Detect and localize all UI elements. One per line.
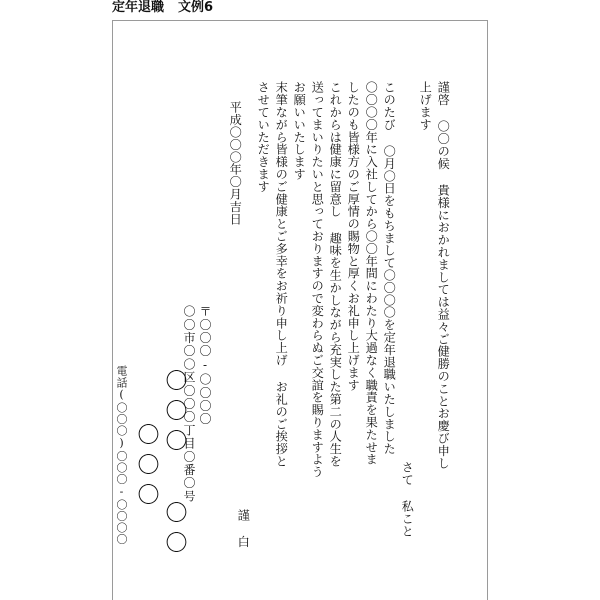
letter-line-11: させていただきます [256,81,271,193]
sender-address: 〇〇市〇〇区〇〇〇丁目〇番〇号 [182,305,196,503]
letter-date: 平成〇〇〇年〇月吉日 [228,101,243,225]
letter-line-8: 送ってまいりたいと思っておりますので変わらぬご交誼を賜りますよう [310,81,325,478]
letter-line-6: したのも皆様方のご厚情の賜物と厚くお礼申し上げます [346,81,361,391]
sender-name-family: 〇〇〇 [162,369,187,459]
page-header [112,0,312,18]
letter-line-7: これからは健康に留意し 趣味を生かしながら充実した第二の人生を [328,81,343,468]
closing-word: 謹白 [236,509,251,562]
header-example: 文例6 [178,0,214,15]
letter-line-5: 〇〇〇〇年に入社してから〇〇年間にわたり大過なく職責を果たせま [364,81,379,466]
letter-line-2: 上げます [418,81,433,131]
sender-phone: 電話(〇〇〇)〇〇〇-〇〇〇〇 [115,365,128,545]
sender-name-given: 〇〇 [162,501,187,561]
header-category: 定年退職 [112,0,165,15]
letter-card [112,20,488,600]
letter-line-4: このたび 〇月〇日をもちまして〇〇〇〇を定年退職いたしました [382,81,397,455]
sender-postal: 〒〇〇〇-〇〇〇〇 [198,305,212,426]
letter-line-10: 末筆ながら皆様のご健康とご多幸をお祈り申し上げ お礼のご挨拶と [274,81,289,468]
sender-name-line2: 〇〇〇 [134,423,159,513]
letter-line-3: さて 私こと [400,461,415,538]
letter-line-1: 謹啓 〇〇の候 貴様におかれましては益々ご健勝のことお慶び申し [436,81,451,469]
letter-line-9: お願いいたします [292,81,307,181]
